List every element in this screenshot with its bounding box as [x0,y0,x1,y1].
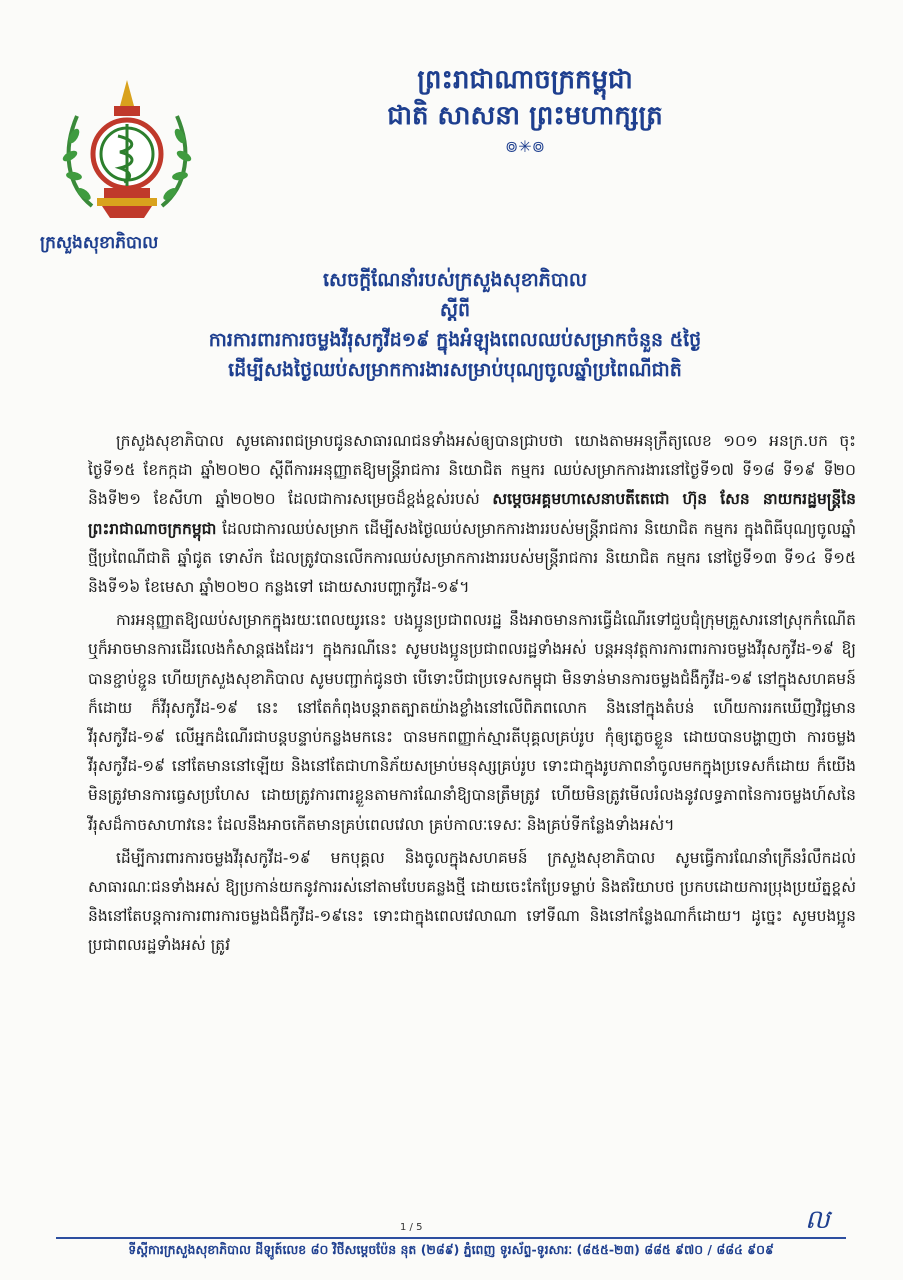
paragraph-1 [88,427,856,602]
national-motto: ជាតិ សាសនា ព្រះមហាក្សត្រ [387,101,663,131]
page-number: 1 / 5 [400,1222,423,1233]
document-title [60,265,850,385]
kingdom-title: ព្រះរាជាណាចក្រកម្ពុជា [417,65,633,95]
ministry-emblem-icon [52,76,202,236]
paragraph-1-text-a: ក្រសួងសុខាភិបាល សូមគោរពជម្រាបជូនសាធារណជនទាំងអស់ឲ្យបានជ្រាបថា យោងតាមអនុក្រឹត្យលេខ ១០១ អនក្រ.បក ចុះថ្ងៃទី១៥ ខែកក្កដា ឆ្នាំ២០២០ ស្តីពីការអនុញ្ញាតឱ្យមន្ត្រីរាជការ និយោជិត កម្មករ ឈប់សម្រាកការងារនៅថ្ងៃទី១៧ ទី១៨ ទី១៩ ទី២០ និងទី២១ ខែសីហា ឆ្នាំ២០២០ ដែលជាការសម្រេចដ៏ខ្ពង់ខ្ពស់របស់ [88,432,856,509]
ministry-logo [52,76,202,236]
footer-address: ទីស្តីការក្រសួងសុខាភិបាល ដីឡូត៍លេខ ៨០ វិថីសម្តេចប៉ែន នុត (២៨៩) ភ្នំពេញ ទូរស័ព្ទ-ទូរសារៈ (៨៥៥-២៣) ៨៨៥ ៩៧០ / ៨៨៤ ៩០៩ [128,1242,774,1257]
paragraph-1-text-b: ដែលជាការឈប់សម្រាក ដើម្បីសងថ្ងៃឈប់សម្រាកការងាររបស់មន្ត្រីរាជការ និយោជិត កម្មករ ក្នុងពិធីបុណ្យចូលឆ្នាំថ្មីប្រពៃណីជាតិ ឆ្នាំជូត ទោស័ក ដែលត្រូវបានលើកការឈប់សម្រាកការងាររបស់មន្ត្រីរាជការ និយោជិត កម្មករ នៅថ្ងៃទី១៣ ទី១៤ ទី១៥ និងទី១៦ ខែមេសា ឆ្នាំ២០២០ កន្លងទៅ ដោយសារបញ្ហាកូវីដ-១៩។ [88,519,856,597]
title-line-3: ការការពារការចម្លងវីរុសកូវីដ១៩ ក្នុងអំឡុងពេលឈប់សម្រាកចំនួន ៥ថ្ងៃ [208,329,702,351]
ministry-name: ក្រសួងសុខាភិបាល [40,233,159,253]
signature-initial: ល [805,1205,830,1235]
title-line-4: ដើម្បីសងថ្ងៃឈប់សម្រាកការងារសម្រាប់បុណ្យចូលឆ្នាំប្រពៃណីជាតិ [228,359,682,381]
header-ornament: ៙✳៙ [505,137,545,156]
title-line-2: ស្តីពី [439,299,471,321]
footer-divider [56,1237,846,1239]
document-body [88,427,856,965]
paragraph-3: ដើម្បីការពារការចម្លងវីរុសកូវីដ-១៩ មកបុគ្គល និងចូលក្នុងសហគមន៍ ក្រសួងសុខាភិបាល សូមធ្វើការណែនាំក្រើនរំលឹកដល់សាធារណៈជនទាំងអស់ ឱ្យប្រកាន់យកនូវការរស់នៅតាមបែបគន្លងថ្មី ដោយចេះកែប្រែទម្លាប់ និងឥរិយាបថ ប្រកបដោយការប្រុងប្រយ័ត្នខ្ពស់ និងនៅតែបន្តការការពារការចម្លងជំងឺកូវីដ-១៩នេះ ទោះជាក្នុងពេលវេលាណា ទៅទីណា និងនៅកន្លែងណាក៏ដោយ។ ដូច្នេះ សូមបងប្អូនប្រជាពលរដ្ឋទាំងអស់ ត្រូវ [88,848,856,955]
title-line-1: សេចក្តីណែនាំរបស់ក្រសួងសុខាភិបាល [322,269,588,291]
paragraph-2: ការអនុញ្ញាតឱ្យឈប់សម្រាកក្នុងរយៈពេលយូរនេះ បងប្អូនប្រជាពលរដ្ឋ នឹងអាចមានការធ្វើដំណើរទៅជួបជុំក្រុមគ្រួសារនៅស្រុកកំណើត ឬក៏អាចមានការដើរលេងកំសាន្តផងដែរ។ ក្នុងករណីនេះ សូមបងប្អូនប្រជាពលរដ្ឋទាំងអស់ បន្តអនុវត្តការការពារការចម្លងវីរុសកូវីដ-១៩ ឱ្យបានខ្ជាប់ខ្ជួន ហើយក្រសួងសុខាភិបាល សូមបញ្ជាក់ជូនថា បើទោះបីជាប្រទេសកម្ពុជា មិនទាន់មានការចម្លងជំងឺកូវីដ-១៩ នៅក្នុងសហគមន៍ក៏ដោយ ក៏វីរុសកូវីដ-១៩ នេះ នៅតែកំពុងបន្តរាតត្បាតយ៉ាងខ្លាំងនៅលើពិភពលោក និងនៅក្នុងតំបន់ ហើយការរកឃើញវិជ្ជមានវីរុសកូវីដ-១៩ លើអ្នកដំណើរជាបន្តបន្ទាប់កន្លងមកនេះ បានមកពញ្ញាក់ស្មារតីបុគ្គលគ្រប់រូប កុំឲ្យភ្លេចខ្លួន ដោយបានបង្ហាញថា ការចម្លងវីរុសកូវីដ-១៩ នៅតែមាននៅឡើយ និងនៅតែជាហានិភ័យសម្រាប់មនុស្សគ្រប់រូប ទោះជាក្នុងរូបភាពនាំចូលមកក្នុងប្រទេសក៏ដោយ ក៏យើងមិនត្រូវមានការធ្វេសប្រហែស ដោយត្រូវការពារខ្លួនតាមការណែនាំឱ្យបានត្រឹមត្រូវ ហើយមិនត្រូវមើលរំលងនូវលទ្ធភាពនៃការចម្លងហ៍សនៃវីរុសដ៏កាចសាហាវនេះ ដែលនឹងអាចកើតមានគ្រប់ពេលវេលា គ្រប់កាលៈទេសៈ និងគ្រប់ទីកន្លែងទាំងអស់។ [88,611,856,834]
national-header [235,62,815,160]
prime-minister-name: សម្តេចអគ្គមហាសេនាបតីតេជោ ហ៊ុន សែន នាយករដ្ឋមន្ត្រីនៃព្រះរាជាណាចក្រកម្ពុជា [88,490,856,538]
